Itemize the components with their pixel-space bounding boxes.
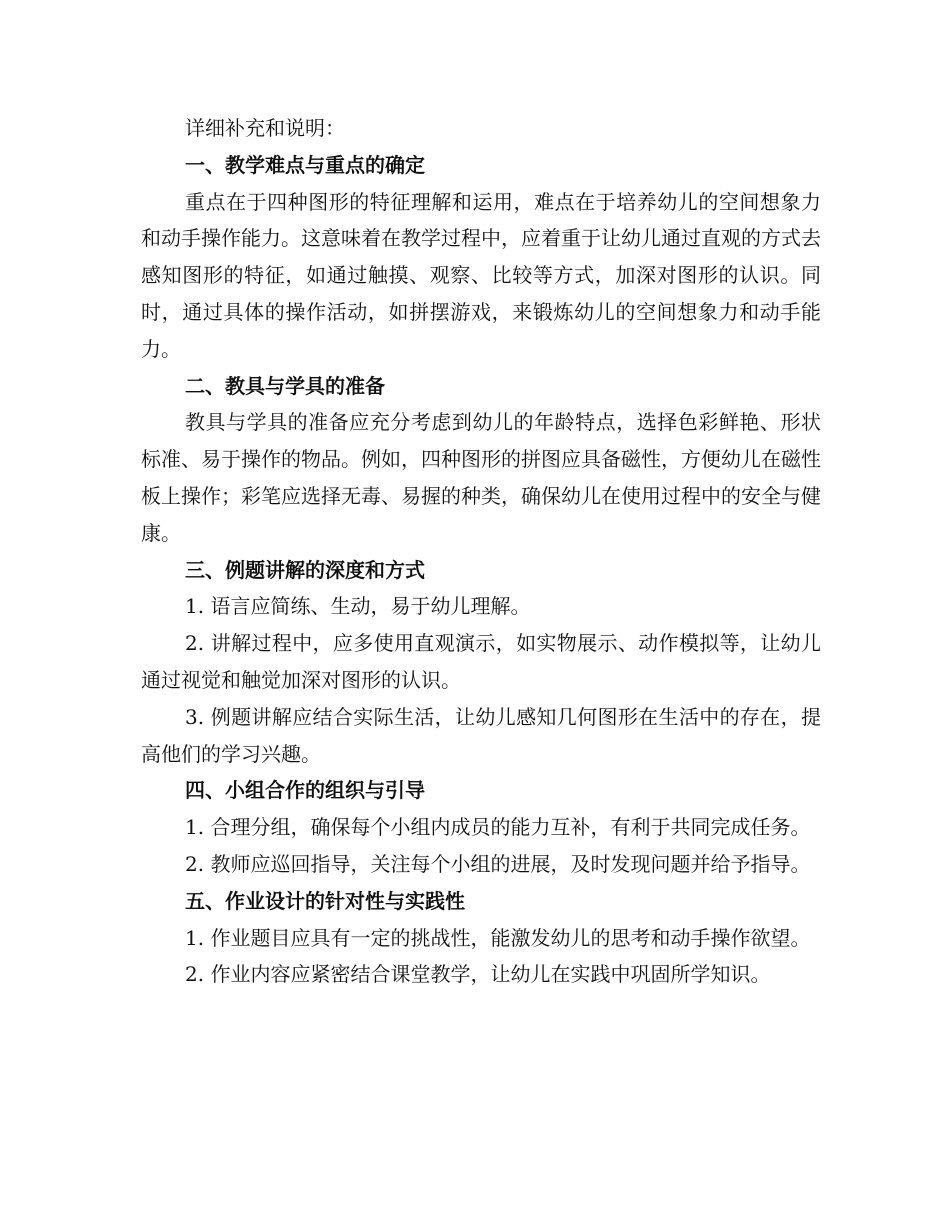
- section-1-paragraph-1: 重点在于四种图形的特征理解和运用，难点在于培养幼儿的空间想象力和动手操作能力。这意味着在教学过程中，应着重于让幼儿通过直观的方式去感知图形的特征，如通过触摸、观察、比较等方式，加深对图形的认识。同时，通过具体的操作活动，如拼摆游戏，来锻炼幼儿的空间想象力和动手能力。: [141, 189, 821, 361]
- section-4-item-1: 1. 合理分组，确保每个小组内成员的能力互补，有利于共同完成任务。: [185, 815, 811, 840]
- section-heading-4: 四、小组合作的组织与引导: [185, 778, 425, 803]
- section-3-item-3: 3. 例题讲解应结合实际生活，让幼儿感知几何图形在生活中的存在，提高他们的学习兴趣。: [141, 704, 821, 766]
- section-3-item-2: 2. 讲解过程中，应多使用直观演示，如实物展示、动作模拟等，让幼儿通过视觉和触觉加深对图形的认识。: [141, 631, 821, 692]
- section-2-paragraph-1: 教具与学具的准备应充分考虑到幼儿的年龄特点，选择色彩鲜艳、形状标准、易于操作的物品。例如，四种图形的拼图应具备磁性，方便幼儿在磁性板上操作；彩笔应选择无毒、易握的种类，确保幼儿在使用过程中的安全与健康。: [141, 410, 821, 545]
- section-3-item-1: 1. 语言应简练、生动，易于幼儿理解。: [185, 594, 531, 619]
- document-body: [141, 110, 821, 993]
- section-heading-1: 一、教学难点与重点的确定: [185, 152, 425, 177]
- section-5-item-1: 1. 作业题目应具有一定的挑战性，能激发幼儿的思考和动手操作欲望。: [185, 925, 811, 950]
- section-heading-5: 五、作业设计的针对性与实践性: [185, 888, 465, 913]
- section-heading-2: 二、教具与学具的准备: [185, 373, 385, 398]
- intro-line: 详细补充和说明：: [185, 116, 345, 140]
- section-heading-3: 三、例题讲解的深度和方式: [185, 557, 425, 582]
- section-4-item-2: 2. 教师应巡回指导，关注每个小组的进展，及时发现问题并给予指导。: [185, 851, 811, 876]
- section-5-item-2: 2. 作业内容应紧密结合课堂教学，让幼儿在实践中巩固所学知识。: [185, 962, 771, 987]
